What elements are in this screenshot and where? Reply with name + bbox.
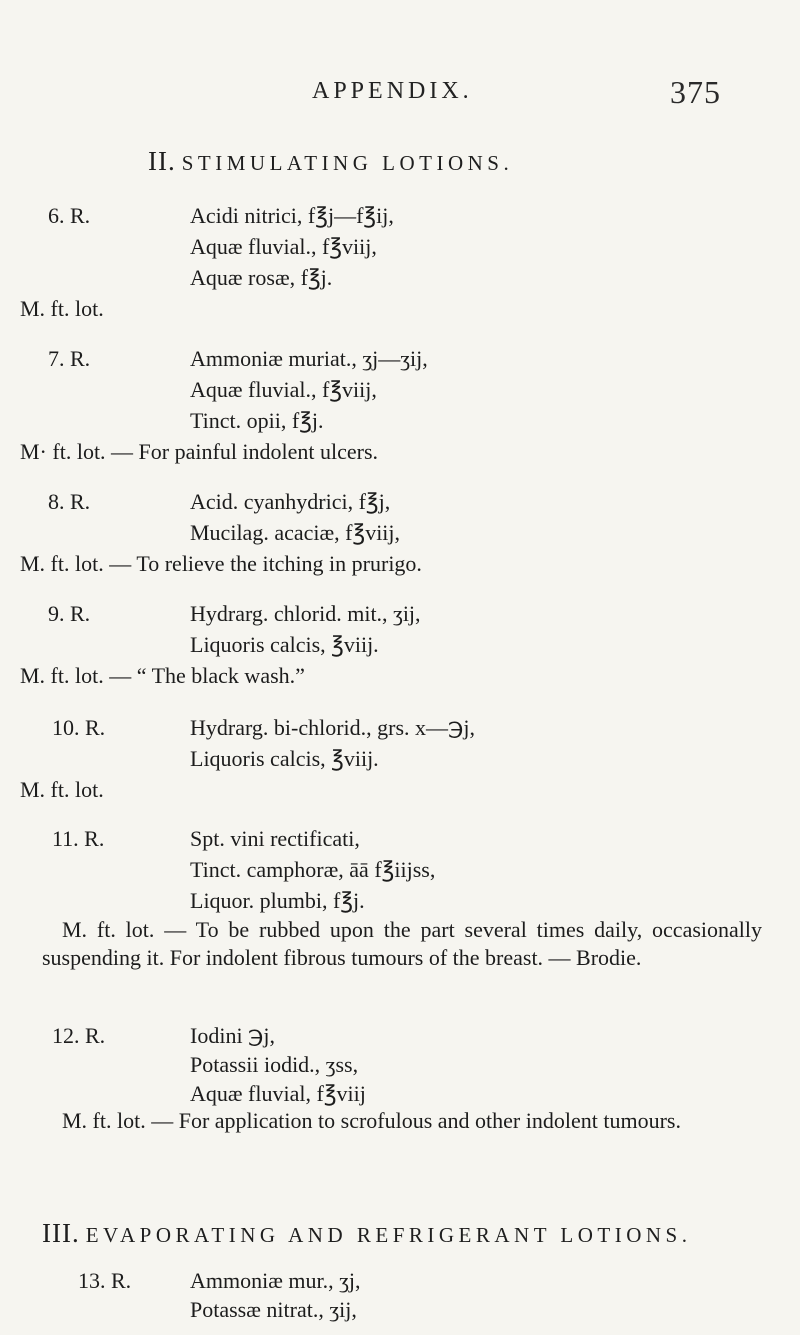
recipe-number: 6. R. (48, 203, 91, 228)
recipe-direction: M. ft. lot. (20, 296, 104, 321)
recipe-direction: M. ft. lot. — “ The black wash.” (20, 663, 305, 688)
ingredient-line: Aquæ rosæ, f℥j. (190, 265, 333, 290)
running-head (0, 74, 800, 118)
recipe-direction: M· ft. lot. — For painful indolent ulcers. (20, 439, 379, 464)
ingredient-line: Spt. vini rectificati, (190, 826, 360, 851)
section-numeral: II. (148, 146, 176, 176)
page-number: 375 (670, 74, 721, 110)
ingredient-line: Ammoniæ muriat., ʒj—ʒij, (190, 346, 428, 371)
recipe-direction: M. ft. lot. (20, 777, 104, 802)
recipe-direction: M. ft. lot. — For application to scrofulous and other indolent tumours. (62, 1108, 681, 1133)
section-numeral: III. (42, 1218, 80, 1248)
recipe-direction: M. ft. lot. — To relieve the itching in prurigo. (20, 551, 422, 576)
ingredient-line: Acid. cyanhydrici, f℥j, (190, 489, 391, 514)
ingredient-line: Aquæ fluvial, f℥viij (190, 1081, 366, 1106)
ingredient-line: Potassii iodid., ʒss, (190, 1052, 359, 1077)
recipe-number: 11. R. (52, 826, 105, 851)
recipe-number: 7. R. (48, 346, 91, 371)
recipe-direction: M. ft. lot. — To be rubbed upon the part several times daily, occasionally suspending it. For indolent fibrous tumours of the breast. — Brodie. (42, 917, 762, 970)
ingredient-line: Hydrarg. chlorid. mit., ʒij, (190, 601, 421, 626)
recipe-number: 8. R. (48, 489, 91, 514)
ingredient-line: Tinct. camphoræ, āā f℥iijss, (190, 857, 436, 882)
ingredient-line: Liquor. plumbi, f℥j. (190, 888, 365, 913)
ingredient-line: Aquæ fluvial., f℥viij, (190, 234, 377, 259)
ingredient-line: Potassæ nitrat., ʒij, (190, 1297, 357, 1322)
section-heading-stimulating (148, 146, 513, 177)
recipe-number: 10. R. (52, 715, 106, 740)
ingredient-line: Iodini ℈j, (190, 1023, 276, 1048)
ingredient-line: Tinct. opii, f℥j. (190, 408, 324, 433)
section-heading-evaporating (42, 1218, 691, 1249)
recipe-number: 13. R. (78, 1268, 132, 1293)
ingredient-line: Liquoris calcis, ℥viij. (190, 632, 379, 657)
recipe-number: 12. R. (52, 1023, 106, 1048)
ingredient-line: Aquæ fluvial., f℥viij, (190, 377, 377, 402)
ingredient-line: Mucilag. acaciæ, f℥viij, (190, 520, 401, 545)
section-title: STIMULATING LOTIONS. (181, 151, 514, 175)
recipe-number: 9. R. (48, 601, 91, 626)
running-title: APPENDIX. (312, 78, 473, 104)
section-title: EVAPORATING AND REFRIGERANT LOTIONS. (85, 1223, 692, 1247)
ingredient-line: Ammoniæ mur., ʒj, (190, 1268, 361, 1293)
ingredient-line: Hydrarg. bi-chlorid., grs. x—℈j, (190, 715, 476, 740)
ingredient-line: Liquoris calcis, ℥viij. (190, 746, 379, 771)
ingredient-line: Acidi nitrici, f℥j—f℥ij, (190, 203, 394, 228)
